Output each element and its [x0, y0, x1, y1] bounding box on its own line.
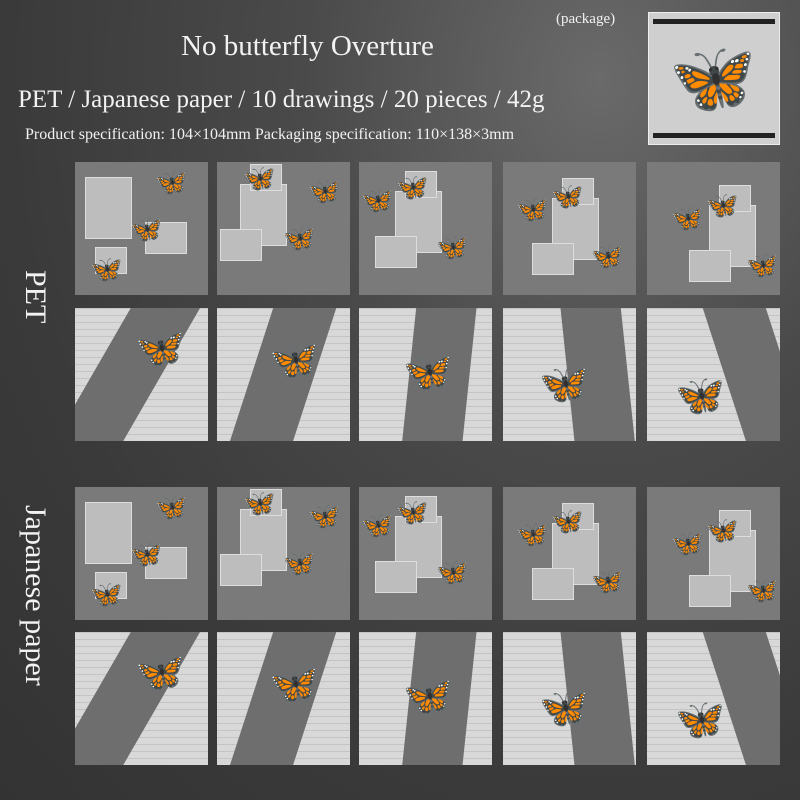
sticker-piece	[85, 502, 132, 564]
butterfly-icon: 🦋	[283, 224, 316, 254]
package-label: (package)	[556, 11, 616, 27]
sticker-sheet-tile	[647, 487, 780, 620]
butterfly-icon: 🦋	[706, 516, 739, 546]
group-label-japanese-paper: Japanese paper	[19, 505, 52, 686]
sticker-paper-tile	[75, 308, 208, 441]
sticker-paper-tile	[217, 632, 350, 765]
butterfly-icon: 🦋	[539, 685, 589, 731]
butterfly-icon: 🦋	[361, 511, 394, 541]
butterfly-icon: 🦋	[539, 361, 589, 407]
butterfly-icon: 🦋	[269, 337, 319, 383]
sticker-piece	[689, 575, 731, 607]
group-label-pet: PET	[19, 270, 52, 324]
butterfly-icon: 🦋	[403, 673, 453, 719]
sticker-piece	[85, 177, 132, 239]
sticker-sheet-tile	[75, 487, 208, 620]
butterfly-icon: 🦋	[243, 164, 276, 194]
sticker-sheet-tile	[217, 162, 350, 295]
butterfly-icon: 🦋	[403, 349, 453, 395]
butterfly-icon: 🦋	[591, 242, 624, 272]
butterfly-icon: 🦋	[436, 558, 469, 588]
butterfly-icon: 🦋	[551, 182, 584, 212]
sticker-piece	[689, 250, 731, 282]
butterfly-icon: 🦋	[308, 502, 341, 532]
sticker-sheet-tile	[503, 487, 636, 620]
butterfly-icon: 🦋	[283, 549, 316, 579]
sticker-sheet-tile	[359, 162, 492, 295]
butterfly-icon: 🦋	[746, 576, 779, 606]
sticker-paper-tile	[647, 308, 780, 441]
butterfly-icon: 🦋	[551, 507, 584, 537]
butterfly-icon: 🦋	[436, 233, 469, 263]
sticker-piece	[220, 229, 262, 261]
sticker-paper-tile	[359, 308, 492, 441]
sticker-paper-tile	[647, 632, 780, 765]
butterfly-icon: 🦋	[669, 37, 757, 119]
spec-line: Product specification: 104×104mm Packaging specification: 110×138×3mm	[25, 126, 515, 143]
butterfly-icon: 🦋	[675, 373, 725, 419]
butterfly-icon: 🦋	[308, 177, 341, 207]
sticker-sheet-tile	[647, 162, 780, 295]
sticker-piece	[375, 236, 417, 268]
sticker-paper-tile	[359, 632, 492, 765]
butterfly-icon: 🦋	[746, 251, 779, 281]
butterfly-icon: 🦋	[396, 498, 429, 528]
butterfly-icon: 🦋	[675, 697, 725, 743]
butterfly-icon: 🦋	[130, 215, 163, 245]
sticker-piece	[375, 561, 417, 593]
butterfly-icon: 🦋	[155, 493, 188, 523]
sticker-paper-tile	[217, 308, 350, 441]
sticker-sheet-tile	[75, 162, 208, 295]
butterfly-icon: 🦋	[130, 540, 163, 570]
butterfly-icon: 🦋	[135, 649, 185, 695]
butterfly-icon: 🦋	[155, 168, 188, 198]
sticker-sheet-tile	[503, 162, 636, 295]
sticker-paper-tile	[503, 308, 636, 441]
butterfly-icon: 🦋	[516, 520, 549, 550]
sticker-paper-tile	[503, 632, 636, 765]
butterfly-icon: 🦋	[706, 191, 739, 221]
butterfly-icon: 🦋	[396, 173, 429, 203]
butterfly-icon: 🦋	[243, 489, 276, 519]
sticker-piece	[220, 554, 262, 586]
sticker-sheet-tile	[217, 487, 350, 620]
butterfly-icon: 🦋	[361, 186, 394, 216]
butterfly-icon: 🦋	[90, 580, 123, 610]
materials-line: PET / Japanese paper / 10 drawings / 20 pieces / 42g	[18, 86, 545, 113]
sticker-piece	[532, 568, 574, 600]
butterfly-icon: 🦋	[671, 204, 704, 234]
butterfly-icon: 🦋	[135, 325, 185, 371]
butterfly-icon: 🦋	[516, 195, 549, 225]
sticker-sheet-tile	[359, 487, 492, 620]
product-title: No butterfly Overture	[181, 30, 434, 62]
package-image	[648, 12, 780, 145]
butterfly-icon: 🦋	[591, 567, 624, 597]
butterfly-icon: 🦋	[90, 255, 123, 285]
butterfly-icon: 🦋	[671, 529, 704, 559]
sticker-paper-tile	[75, 632, 208, 765]
sticker-piece	[532, 243, 574, 275]
butterfly-icon: 🦋	[269, 661, 319, 707]
